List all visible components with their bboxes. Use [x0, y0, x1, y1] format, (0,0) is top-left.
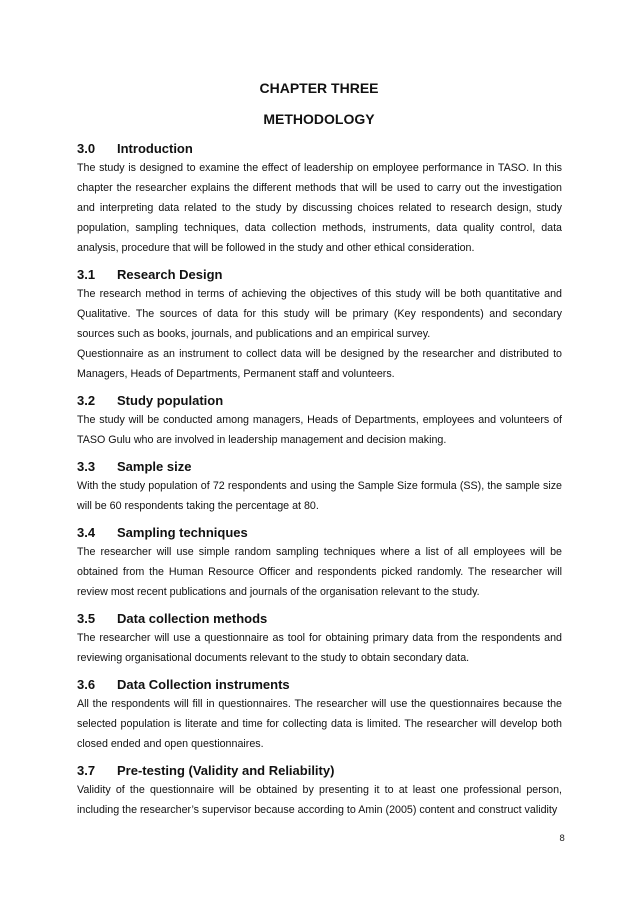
paragraph: The study will be conducted among managers, Heads of Departments, employees and volunteers of TASO Gulu who are involved in leadership management and decision making.: [77, 414, 562, 446]
section-title: Sampling techniques: [117, 525, 248, 540]
section-number: 3.2: [77, 393, 96, 408]
section-title: Sample size: [117, 459, 192, 474]
section-research-design: [77, 266, 562, 384]
paragraph: The study is designed to examine the effect of leadership on employee performance in TASO. In this chapter the researcher explains the different methods that will be used to carry out the investigation and interpreting data related to the study by discussing choices related to research design, study population, sampling techniques, data collection methods, instruments, data quality control, data analysis, procedure that will be followed in the study and other ethical consideration.: [77, 162, 562, 254]
section-sample-size: [77, 458, 562, 516]
section-number: 3.6: [77, 677, 96, 692]
section-title: Data Collection instruments: [117, 677, 290, 692]
paragraph: The researcher will use simple random sampling techniques where a list of all employees will be obtained from the Human Resource Officer and respondents picked randomly. The researcher will review most recent publications and journals of the organisation relevant to the study.: [77, 546, 562, 598]
paragraph: The research method in terms of achieving the objectives of this study will be both quantitative and Qualitative. The sources of data for this study will be primary (Key respondents) and secondary sources such as books, journals, and publications and an empirical survey.: [77, 288, 562, 340]
chapter-title: METHODOLOGY: [263, 111, 375, 127]
paragraph: Validity of the questionnaire will be obtained by presenting it to at least one professional person, including the researcher’s supervisor because according to Amin (2005) content and construct validity: [77, 784, 562, 816]
section-heading: [77, 762, 562, 780]
section-introduction: [77, 140, 562, 258]
paragraph: All the respondents will fill in questionnaires. The researcher will use the questionnaires because the selected population is literate and time for collecting data is limited. The researcher will develop both closed ended and open questionnaires.: [77, 698, 562, 750]
section-heading: [77, 676, 562, 694]
section-title: Pre-testing (Validity and Reliability): [117, 763, 335, 778]
section-title: Introduction: [117, 141, 193, 156]
section-number: 3.7: [77, 763, 96, 778]
section-heading: [77, 266, 562, 284]
section-study-population: [77, 392, 562, 450]
page-number: 8: [559, 834, 565, 844]
section-title: Data collection methods: [117, 611, 268, 626]
section-heading: [77, 140, 562, 158]
section-number: 3.4: [77, 525, 96, 540]
section-heading: [77, 458, 562, 476]
section-heading: [77, 610, 562, 628]
section-number: 3.0: [77, 141, 96, 156]
paragraph: With the study population of 72 respondents and using the Sample Size formula (SS), the sample size will be 60 respondents taking the percentage at 80.: [77, 480, 562, 512]
paragraph: The researcher will use a questionnaire as tool for obtaining primary data from the respondents and reviewing organisational documents relevant to the study to obtain secondary data.: [77, 632, 562, 664]
section-data-collection-instruments: [77, 676, 562, 754]
section-number: 3.3: [77, 459, 96, 474]
section-number: 3.1: [77, 267, 96, 282]
section-heading: [77, 524, 562, 542]
chapter-label: CHAPTER THREE: [259, 80, 379, 96]
section-sampling-techniques: [77, 524, 562, 602]
section-pre-testing: [77, 762, 562, 820]
section-data-collection-methods: [77, 610, 562, 668]
section-title: Research Design: [117, 267, 223, 282]
body-content: [77, 140, 562, 820]
section-number: 3.5: [77, 611, 96, 626]
paragraph: Questionnaire as an instrument to collect data will be designed by the researcher and distributed to Managers, Heads of Departments, Permanent staff and volunteers.: [77, 348, 562, 380]
section-heading: [77, 392, 562, 410]
section-title: Study population: [117, 393, 224, 408]
